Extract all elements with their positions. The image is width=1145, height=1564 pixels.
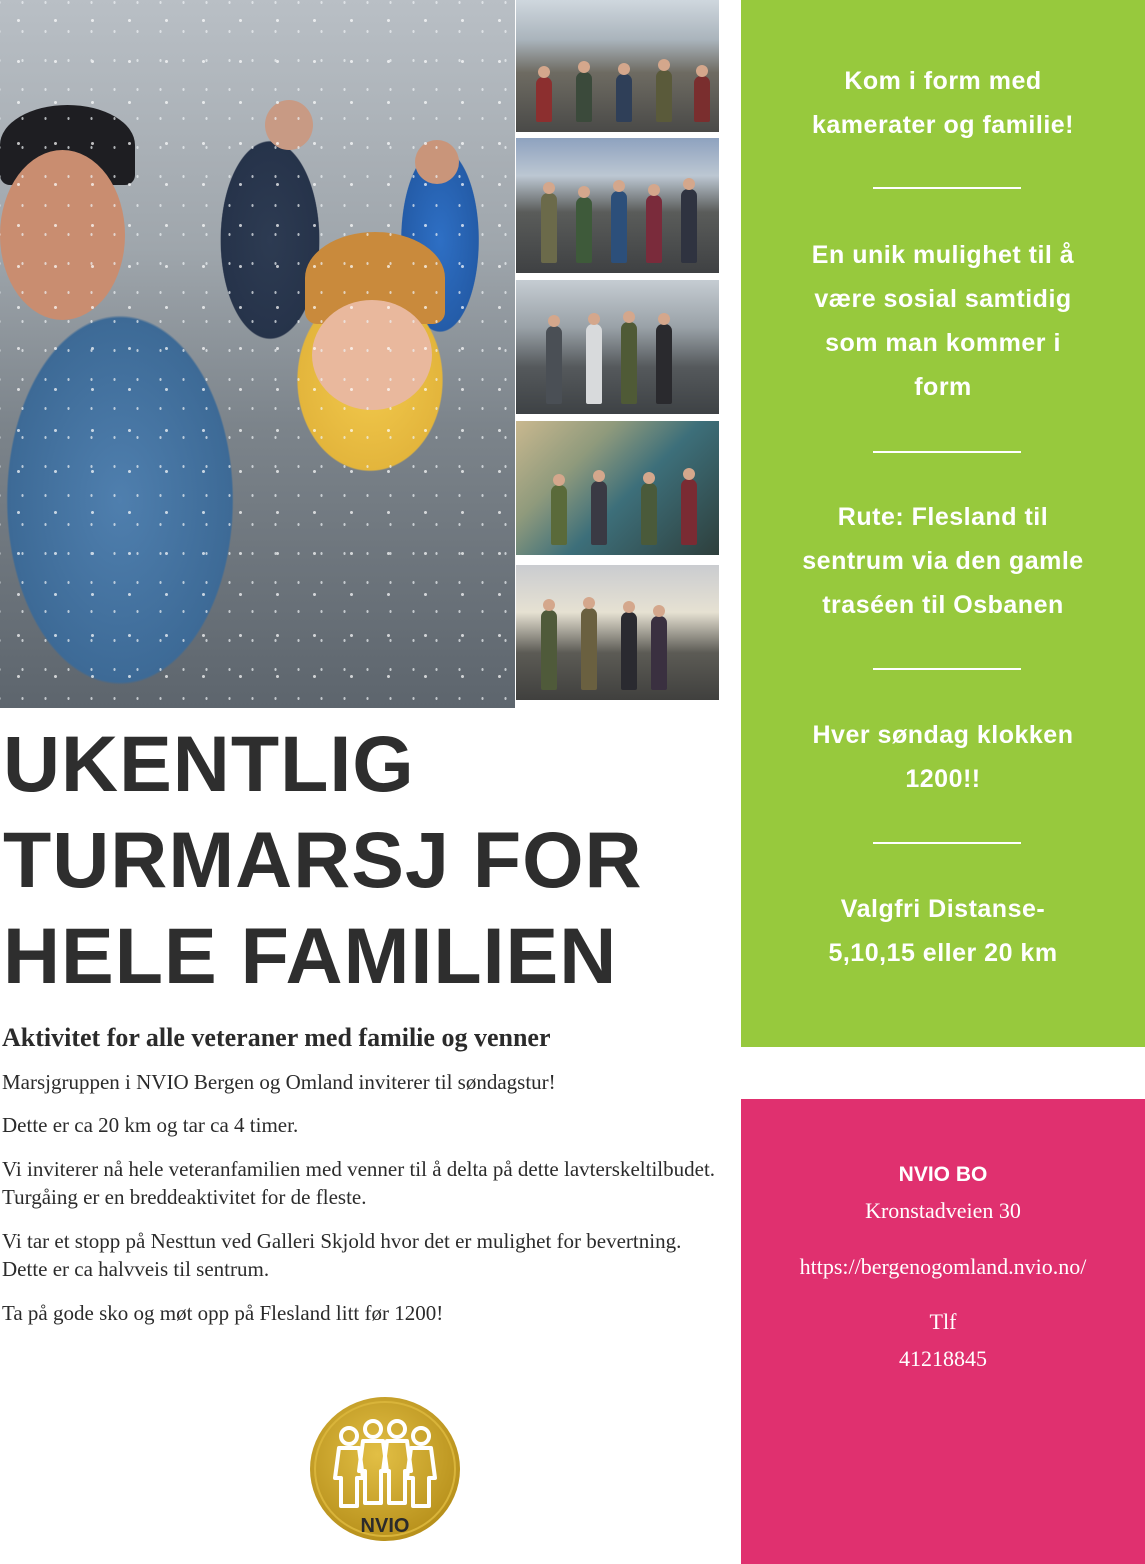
thumbnail-photo-group-outside-house <box>516 565 719 700</box>
sidebar-divider <box>873 842 1021 844</box>
body-paragraph: Dette er ca 20 km og tar ca 4 timer. <box>2 1113 299 1137</box>
body-paragraph: Ta på gode sko og møt opp på Flesland litt før 1200! <box>2 1301 444 1325</box>
sidebar-divider <box>873 451 1021 453</box>
thumbnail-photo-rain-walk <box>516 280 719 414</box>
body-paragraph: Marsjgruppen i NVIO Bergen og Omland inviterer til søndagstur! <box>2 1070 556 1094</box>
thumbnail-photo-group-walking <box>516 138 719 273</box>
activity-subheading: Aktivitet for alle veteraner med familie og venner <box>2 1023 551 1052</box>
sidebar-block-distance: Valgfri Distanse- 5,10,15 eller 20 km <box>828 895 1058 967</box>
contact-panel-pink <box>741 1099 1145 1564</box>
contact-address: Kronstadveien 30 <box>865 1198 1021 1223</box>
sidebar-block-social: En unik mulighet til å være sosial samtidig som man kommer i form <box>811 241 1075 401</box>
contact-org: NVIO BO <box>898 1163 988 1186</box>
body-paragraph: Vi inviterer nå hele veteranfamilien med venner til å delta på dette lavterskeltilbudet. Turgåing er en breddeaktivitet for de fleste. <box>2 1157 716 1209</box>
snowfall-overlay <box>0 0 515 708</box>
sidebar-divider <box>873 668 1021 670</box>
sidebar-block-route: Rute: Flesland til sentrum via den gamle traséen til Osbanen <box>802 503 1084 619</box>
info-sidebar-green <box>741 0 1145 1047</box>
thumbnail-photo-group-at-table <box>516 0 719 132</box>
contact-phone: 41218845 <box>899 1346 987 1371</box>
sidebar-divider <box>873 187 1021 189</box>
nvio-logo-icon <box>309 1396 461 1542</box>
logo-text: NVIO <box>360 1515 410 1537</box>
thumbnail-photo-cafe-gathering <box>516 421 719 555</box>
body-paragraph: Vi tar et stopp på Nesttun ved Galleri Skjold hvor det er mulighet for bevertning. Dette er ca halvveis til sentrum. <box>2 1229 682 1281</box>
contact-website-link[interactable]: https://bergenogomland.nvio.no/ <box>799 1254 1087 1279</box>
poster-headline: UKENTLIG TURMARSJ FOR HELE FAMILIEN <box>3 719 643 1000</box>
sidebar-block-get-fit: Kom i form med kamerater og familie! <box>812 67 1074 139</box>
hero-photo-hikers-in-snow <box>0 0 515 708</box>
contact-phone-label: Tlf <box>929 1309 957 1334</box>
sidebar-block-schedule: Hver søndag klokken 1200!! <box>812 721 1074 793</box>
